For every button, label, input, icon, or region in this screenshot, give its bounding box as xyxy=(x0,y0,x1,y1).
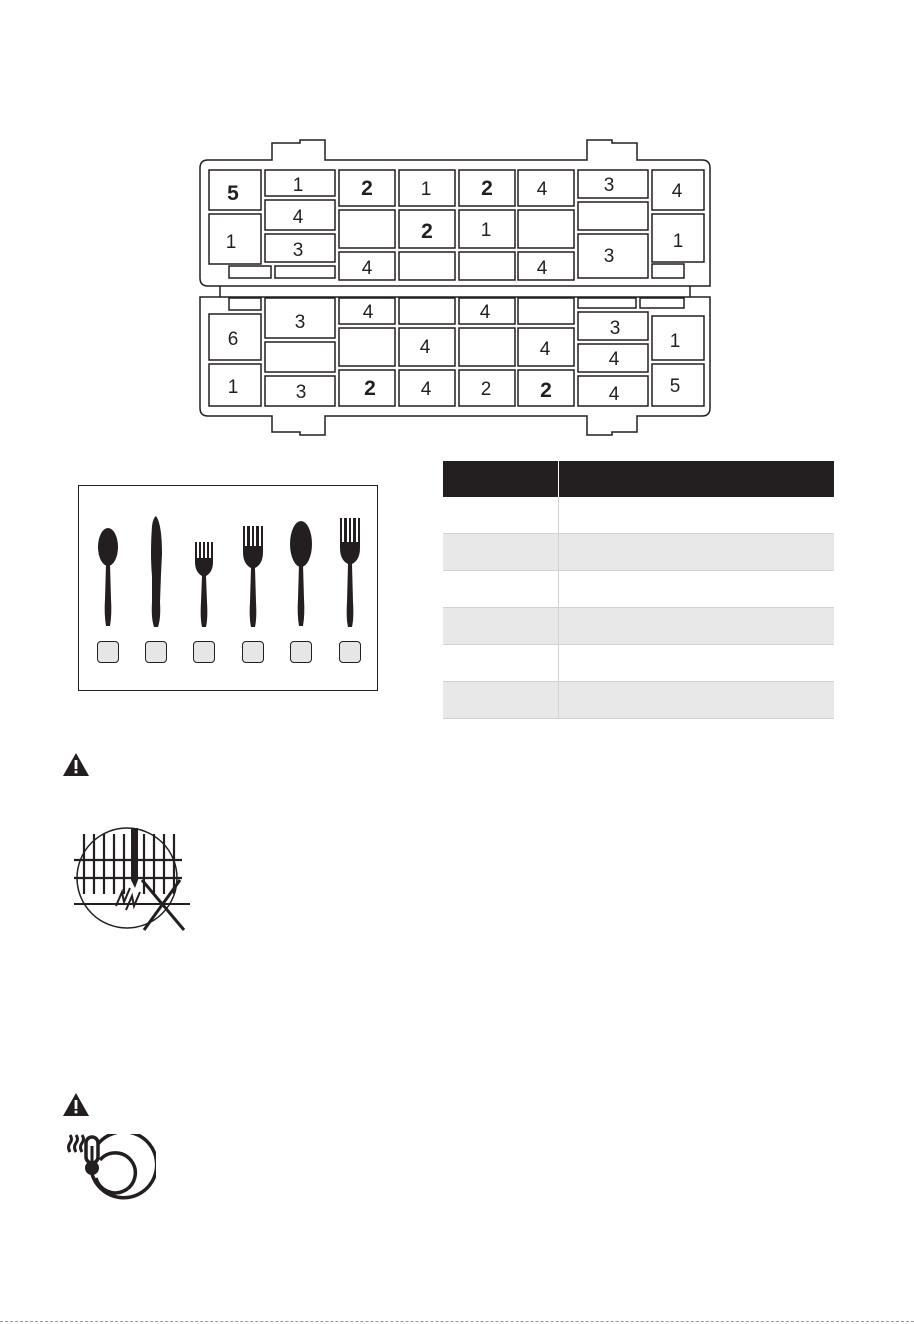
tray-number: 3 xyxy=(609,318,621,339)
table-row xyxy=(443,534,834,571)
utensil-checkbox xyxy=(242,641,264,663)
tray-number: 1 xyxy=(227,377,239,398)
utensil-checkbox xyxy=(193,641,215,663)
tray-number: 4 xyxy=(671,181,683,202)
table-row xyxy=(443,682,834,719)
warning-icon xyxy=(62,1092,90,1118)
large-fork-icon xyxy=(336,514,364,629)
hot-dishes-icon xyxy=(66,1134,156,1206)
table-row xyxy=(443,645,834,682)
tray-number: 4 xyxy=(420,379,432,400)
key-table xyxy=(443,461,834,719)
table-cell xyxy=(559,645,835,682)
tray-number: 1 xyxy=(669,331,681,352)
tray-number: 4 xyxy=(419,337,431,358)
tray-number: 4 xyxy=(536,179,548,200)
tray-number: 6 xyxy=(227,329,239,350)
tray-number: 3 xyxy=(295,382,307,403)
tray-number: 1 xyxy=(672,231,684,252)
utensil-checkbox xyxy=(145,641,167,663)
utensil-checkbox xyxy=(339,641,361,663)
tray-number: 2 xyxy=(540,379,552,402)
table-cell xyxy=(559,682,835,719)
tray-number: 1 xyxy=(480,220,492,241)
tray-number: 2 xyxy=(364,377,376,400)
fork-icon xyxy=(239,514,267,629)
tray-number: 2 xyxy=(481,177,493,200)
table-header-cell xyxy=(559,461,835,497)
tray-number: 4 xyxy=(536,258,548,279)
tray-number: 1 xyxy=(225,232,237,253)
tray-number: 4 xyxy=(361,258,373,279)
table-cell xyxy=(443,682,559,719)
table-header-cell xyxy=(443,461,559,497)
tray-number: 5 xyxy=(227,182,239,205)
table-cell xyxy=(443,608,559,645)
table-row xyxy=(443,608,834,645)
tray-number: 1 xyxy=(292,175,304,196)
table-cell xyxy=(443,571,559,608)
tray-number: 4 xyxy=(292,207,304,228)
table-cell xyxy=(559,534,835,571)
tray-number: 5 xyxy=(669,376,681,397)
table-cell xyxy=(559,497,835,534)
tray-number: 3 xyxy=(294,312,306,333)
tray-number: 4 xyxy=(608,384,620,405)
tray-number: 4 xyxy=(608,349,620,370)
table-cell xyxy=(559,608,835,645)
table-header xyxy=(443,461,834,497)
warning-icon xyxy=(62,752,90,778)
tray-number: 1 xyxy=(420,179,432,200)
tray-number: 3 xyxy=(603,175,615,196)
tray-number: 2 xyxy=(421,220,433,243)
utensil-legend xyxy=(78,485,378,691)
knife-icon xyxy=(142,514,170,629)
tray-number: 3 xyxy=(603,246,615,267)
tray-number: 3 xyxy=(292,240,304,261)
table-cell xyxy=(443,645,559,682)
utensil-checkbox xyxy=(97,641,119,663)
utensil-checkbox xyxy=(290,641,312,663)
cutlery-tray-diagram xyxy=(0,0,914,450)
table-cell xyxy=(559,571,835,608)
table-cell xyxy=(443,534,559,571)
page-footer-divider xyxy=(0,1321,914,1322)
table-cell xyxy=(443,497,559,534)
tray-number: 2 xyxy=(480,379,492,400)
spoon-icon xyxy=(94,514,122,629)
large-spoon-icon xyxy=(287,514,315,629)
basket-no-knife-icon xyxy=(70,826,194,936)
tray-number: 4 xyxy=(362,302,374,323)
table-row xyxy=(443,497,834,534)
tray-number: 2 xyxy=(361,177,373,200)
table-row xyxy=(443,571,834,608)
tray-number: 4 xyxy=(539,339,551,360)
tray-number: 4 xyxy=(479,302,491,323)
small-fork-icon xyxy=(190,514,218,629)
